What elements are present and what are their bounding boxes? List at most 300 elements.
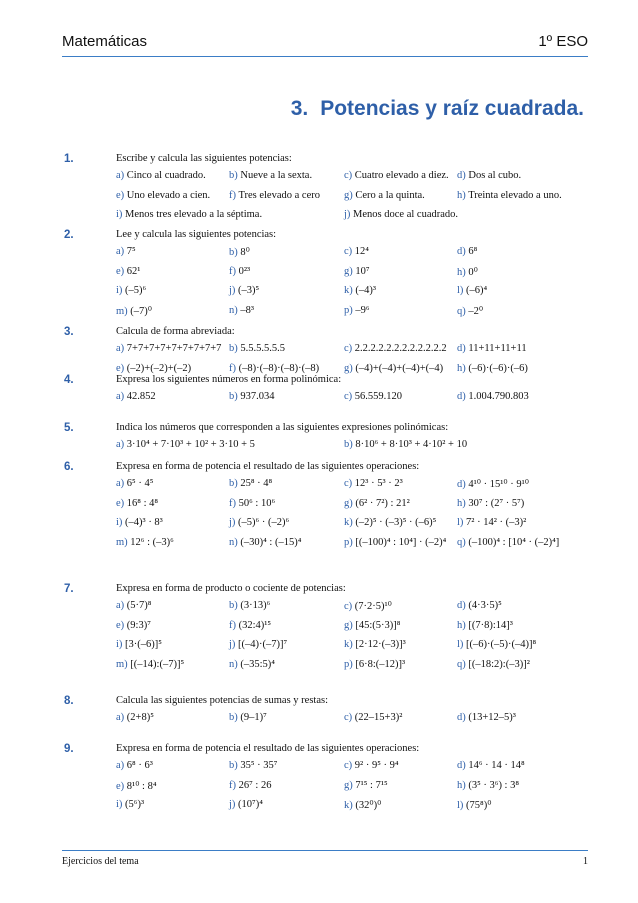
- item-letter: i): [116, 517, 123, 528]
- exercise-item: [457, 343, 527, 354]
- item-letter: h): [457, 619, 466, 631]
- exercise-item: [457, 498, 524, 509]
- item-expression: –8³: [240, 304, 255, 316]
- exercise-item: [344, 285, 376, 296]
- item-letter: f): [229, 362, 236, 374]
- exercise-row: [116, 439, 596, 455]
- item-letter: m): [116, 305, 128, 317]
- page-footer: [62, 850, 588, 867]
- title-text: Potencias y raíz cuadrada.: [320, 97, 584, 120]
- exercise-item: [116, 639, 162, 650]
- item-expression: (5·7)⁸: [126, 600, 152, 611]
- item-letter: j): [229, 517, 236, 528]
- item-letter: m): [116, 658, 128, 670]
- exercise-row: [116, 537, 596, 553]
- item-letter: i): [116, 639, 123, 650]
- item-expression: (–5)⁶: [125, 285, 147, 296]
- exercise-row: [116, 266, 596, 282]
- exercise-item: [344, 478, 403, 489]
- exercise-row: [116, 305, 596, 321]
- exercise-item: [229, 537, 301, 548]
- item-letter: f): [229, 619, 236, 631]
- exercise-number: 4.: [64, 374, 74, 386]
- item-expression: 0²³: [238, 265, 251, 277]
- item-letter: e): [116, 497, 125, 509]
- exercise-item: [344, 170, 449, 181]
- item-letter: k): [344, 800, 353, 811]
- item-letter: p): [344, 536, 353, 548]
- item-expression: Treinta elevado a uno.: [468, 189, 562, 201]
- item-letter: g): [344, 189, 353, 201]
- item-expression: 30⁷ : (2⁷ · 5⁷): [468, 497, 525, 509]
- exercise-number: 2.: [64, 229, 74, 241]
- exercise-item: [229, 517, 289, 528]
- item-letter: e): [116, 265, 125, 277]
- exercise-row: [116, 517, 596, 533]
- exercise-instruction: Lee y calcula las siguientes potencias:: [116, 229, 277, 240]
- item-expression: Cuatro elevado a diez.: [354, 170, 449, 181]
- item-expression: Nueve a la sexta.: [240, 170, 313, 181]
- item-letter: a): [116, 712, 125, 723]
- item-expression: 8¹⁰ : 8⁴: [126, 780, 157, 792]
- exercise-item: [116, 305, 152, 317]
- item-expression: 8·10⁶ + 8·10³ + 4·10² + 10: [355, 439, 468, 450]
- item-letter: e): [116, 189, 125, 201]
- exercise-item: [344, 537, 446, 548]
- item-expression: (–30)⁴ : (–15)⁴: [240, 536, 302, 548]
- exercise-item: [457, 639, 536, 650]
- item-letter: e): [116, 362, 125, 374]
- item-letter: l): [457, 800, 464, 811]
- exercise-item: [344, 266, 370, 277]
- item-letter: b): [229, 760, 238, 771]
- exercise-item: [344, 209, 458, 220]
- item-expression: 62¹: [126, 265, 141, 277]
- exercise-item: [116, 659, 184, 670]
- item-expression: 56.559.120: [354, 391, 403, 402]
- exercise-number: 5.: [64, 422, 74, 434]
- exercise-row: [116, 170, 596, 186]
- item-expression: 937.034: [240, 391, 275, 402]
- item-letter: h): [457, 189, 466, 201]
- item-letter: l): [457, 285, 464, 296]
- exercise-item: [344, 600, 392, 612]
- exercise-item: [229, 498, 275, 509]
- exercise-instruction: Expresa los siguientes números en forma polinómica:: [116, 374, 342, 385]
- item-expression: Uno elevado a cien.: [126, 189, 211, 201]
- item-letter: h): [457, 497, 466, 509]
- item-letter: b): [229, 600, 238, 611]
- exercise-instruction: Expresa en forma de potencia el resultado de las siguientes operaciones:: [116, 461, 420, 472]
- exercise-instruction: Escribe y calcula las siguientes potencias:: [116, 153, 292, 164]
- item-expression: (–4)³ · 8³: [125, 517, 163, 528]
- item-expression: 11+11+11+11: [468, 343, 527, 354]
- item-letter: g): [344, 265, 353, 277]
- exercise-item: [344, 343, 447, 354]
- item-expression: Menos tres elevado a la séptima.: [125, 209, 263, 220]
- item-expression: 7¹⁵ : 7¹⁵: [355, 779, 388, 791]
- exercise-item: [229, 266, 250, 277]
- exercise-item: [229, 639, 287, 650]
- exercise-item: [457, 305, 483, 317]
- exercise-item: [344, 659, 405, 670]
- exercise-item: [229, 712, 267, 723]
- exercise-item: [344, 780, 388, 791]
- item-letter: f): [229, 265, 236, 277]
- exercise-row: [116, 246, 596, 262]
- item-letter: c): [344, 246, 353, 257]
- exercise-item: [116, 799, 144, 810]
- item-expression: 9² · 9⁵ · 9⁴: [354, 760, 399, 771]
- item-expression: 35⁵ · 35⁷: [240, 760, 278, 771]
- exercise-row: [116, 600, 596, 616]
- exercise-item: [116, 537, 174, 548]
- item-expression: 6⁵ · 4⁵: [126, 478, 154, 489]
- exercise-item: [457, 620, 513, 631]
- exercise-item: [116, 363, 191, 374]
- exercise-item: [457, 780, 519, 791]
- exercise-item: [116, 780, 156, 792]
- exercise-item: [229, 285, 259, 296]
- item-expression: (6² · 7²) : 21²: [355, 497, 410, 509]
- item-letter: k): [344, 639, 353, 650]
- item-letter: k): [344, 517, 353, 528]
- footer-label: Ejercicios del tema: [62, 856, 139, 867]
- exercise-number: 7.: [64, 583, 74, 595]
- exercise-item: [229, 659, 275, 670]
- item-expression: (32:4)¹⁵: [238, 619, 272, 631]
- item-letter: g): [344, 779, 353, 791]
- item-expression: (4·3·5)⁵: [468, 600, 502, 611]
- item-expression: (–35:5)⁴: [240, 658, 275, 670]
- page-header: [62, 33, 588, 57]
- exercise-item: [344, 498, 410, 509]
- exercise-item: [116, 246, 136, 257]
- item-letter: f): [229, 779, 236, 791]
- item-letter: h): [457, 779, 466, 791]
- item-letter: c): [344, 343, 353, 354]
- item-expression: 5.5.5.5.5.5: [240, 343, 285, 354]
- item-letter: p): [344, 658, 353, 670]
- exercise-row: [116, 639, 596, 655]
- exercise-item: [457, 537, 559, 548]
- item-expression: (–6)⁴: [466, 285, 488, 296]
- exercise-item: [229, 478, 272, 489]
- item-letter: n): [229, 304, 238, 316]
- exercise-item: [457, 659, 530, 670]
- item-expression: 10⁷: [355, 265, 370, 277]
- item-letter: a): [116, 246, 125, 257]
- item-expression: (–2)+(–2)+(–2): [126, 362, 192, 374]
- exercise-row: [116, 760, 596, 776]
- exercise-number: 1.: [64, 153, 74, 165]
- item-expression: (3⁵ · 3⁶) : 3⁸: [468, 779, 520, 791]
- exercise-row: [116, 478, 596, 494]
- exercise-instruction: Calcula de forma abreviada:: [116, 326, 235, 337]
- item-letter: a): [116, 478, 125, 489]
- exercise-row: [116, 659, 596, 675]
- exercise-row: [116, 620, 596, 636]
- item-expression: 7+7+7+7+7+7+7+7+7: [126, 343, 222, 354]
- item-letter: c): [344, 601, 353, 612]
- exercise-row: [116, 498, 596, 514]
- item-expression: Dos al cubo.: [468, 170, 522, 181]
- exercise-item: [229, 600, 270, 611]
- item-expression: (–3)⁵: [238, 285, 260, 296]
- exercise-item: [457, 246, 477, 257]
- item-expression: –9⁶: [355, 304, 370, 316]
- header-subject: Matemáticas: [62, 33, 148, 50]
- item-letter: b): [229, 391, 238, 402]
- item-letter: l): [457, 517, 464, 528]
- exercise-item: [344, 305, 370, 316]
- exercise-item: [344, 363, 443, 374]
- item-expression: 26⁷ : 26: [238, 779, 272, 791]
- exercise-item: [457, 799, 491, 811]
- exercise-item: [116, 760, 153, 771]
- exercise-item: [229, 190, 320, 201]
- item-expression: (–7)⁰: [130, 305, 152, 317]
- item-letter: d): [457, 760, 466, 771]
- exercise-instruction: Expresa en forma de producto o cociente de potencias:: [116, 583, 346, 594]
- item-expression: –2⁰: [468, 305, 484, 317]
- item-expression: (5⁶)³: [125, 799, 145, 810]
- item-letter: f): [229, 189, 236, 201]
- item-expression: (22–15+3)²: [354, 712, 403, 723]
- item-expression: Cinco al cuadrado.: [126, 170, 206, 181]
- exercise-item: [344, 439, 467, 450]
- item-expression: [(–18:2):(–3)]²: [468, 658, 530, 670]
- exercise-item: [344, 620, 400, 631]
- exercise-item: [344, 760, 399, 771]
- item-expression: (–100)⁴ : [10⁴ · (–2)⁴]: [468, 536, 560, 548]
- exercise-item: [344, 712, 402, 723]
- item-letter: g): [344, 619, 353, 631]
- item-expression: Tres elevado a cero: [238, 189, 320, 201]
- item-letter: b): [229, 712, 238, 723]
- item-expression: Cero a la quinta.: [355, 189, 425, 201]
- item-letter: a): [116, 343, 125, 354]
- item-letter: e): [116, 619, 125, 631]
- exercise-item: [116, 620, 151, 631]
- item-expression: (13+12–5)³: [468, 712, 516, 723]
- exercise-item: [457, 712, 516, 723]
- item-letter: i): [116, 799, 123, 810]
- item-letter: q): [457, 305, 466, 317]
- exercise-item: [116, 343, 221, 354]
- exercise-item: [229, 305, 254, 316]
- item-expression: 4¹⁰ · 15¹⁰ · 9¹⁰: [468, 479, 529, 490]
- exercise-item: [116, 600, 151, 611]
- exercise-item: [116, 478, 153, 489]
- exercise-number: 6.: [64, 461, 74, 473]
- exercise-item: [116, 439, 255, 450]
- exercise-item: [229, 363, 319, 374]
- item-expression: (7·2·5)¹⁰: [354, 601, 392, 612]
- exercise-item: [116, 190, 210, 201]
- item-expression: 12⁴: [354, 246, 369, 257]
- item-letter: g): [344, 497, 353, 509]
- exercise-number: 9.: [64, 743, 74, 755]
- item-expression: [(–14):(–7)]⁵: [130, 658, 185, 670]
- exercise-instruction: Calcula las siguientes potencias de sumas y restas:: [116, 695, 328, 706]
- exercise-row: [116, 343, 596, 359]
- item-expression: [6·8:(–12)]³: [355, 658, 406, 670]
- item-expression: 8⁰: [240, 247, 250, 258]
- item-letter: c): [344, 391, 353, 402]
- item-expression: (–5)⁶ · (–2)⁶: [238, 517, 290, 528]
- exercise-item: [457, 363, 528, 374]
- item-letter: c): [344, 478, 353, 489]
- item-letter: c): [344, 712, 353, 723]
- item-expression: 25⁸ · 4⁸: [240, 478, 273, 489]
- exercise-item: [116, 209, 262, 220]
- exercise-item: [344, 517, 436, 528]
- item-expression: (–6)·(–6)·(–6): [468, 362, 528, 374]
- exercise-item: [457, 285, 487, 296]
- exercise-number: 3.: [64, 326, 74, 338]
- page-number: 1: [583, 856, 588, 867]
- exercise-item: [229, 760, 277, 771]
- item-letter: d): [457, 246, 466, 257]
- exercise-item: [344, 639, 406, 650]
- item-letter: i): [116, 209, 123, 220]
- item-expression: 2.2.2.2.2.2.2.2.2.2.2.2: [354, 343, 447, 354]
- item-letter: a): [116, 391, 125, 402]
- item-letter: j): [229, 799, 236, 810]
- exercise-item: [457, 517, 526, 528]
- item-letter: q): [457, 658, 466, 670]
- exercise-item: [344, 391, 402, 402]
- item-expression: (–2)⁵ · (–3)⁵ · (–6)⁵: [355, 517, 437, 528]
- item-expression: 16⁸ : 4⁸: [126, 497, 159, 509]
- item-expression: [(–4)·(–7)]⁷: [238, 639, 288, 650]
- item-expression: 7² · 14² · (–3)²: [466, 517, 527, 528]
- exercise-row: [116, 209, 596, 225]
- title-number: 3.: [290, 97, 309, 120]
- exercise-item: [116, 498, 158, 509]
- item-expression: 1.004.790.803: [468, 391, 529, 402]
- exercise-item: [457, 190, 562, 201]
- item-letter: b): [229, 343, 238, 354]
- item-letter: c): [344, 760, 353, 771]
- item-expression: [45:(5·3)]⁸: [355, 619, 401, 631]
- exercise-item: [457, 600, 502, 611]
- item-expression: 6⁸ · 6³: [126, 760, 153, 771]
- item-expression: (–8)·(–8)·(–8)·(–8): [238, 362, 320, 374]
- item-expression: [(–6)·(–5)·(–4)]⁸: [466, 639, 537, 650]
- item-expression: 12³ · 5³ · 2³: [354, 478, 403, 489]
- item-expression: 7⁵: [126, 246, 136, 257]
- exercise-number: 8.: [64, 695, 74, 707]
- item-letter: p): [344, 304, 353, 316]
- exercise-item: [344, 799, 381, 811]
- item-expression: (3·13)⁶: [240, 600, 271, 611]
- item-expression: 0⁰: [468, 266, 478, 278]
- item-expression: 12⁶ : (–3)⁶: [130, 536, 174, 548]
- exercise-item: [344, 190, 425, 201]
- item-letter: e): [116, 780, 125, 792]
- item-expression: (32⁰)⁰: [355, 800, 382, 811]
- item-expression: [2·12·(–3)]³: [355, 639, 406, 650]
- exercise-row: [116, 391, 596, 407]
- item-letter: a): [116, 170, 125, 181]
- item-expression: 6⁸: [468, 246, 478, 257]
- exercise-item: [229, 246, 250, 258]
- item-letter: a): [116, 600, 125, 611]
- item-letter: b): [229, 478, 238, 489]
- page-title: [291, 97, 584, 121]
- header-course: 1º ESO: [538, 33, 588, 50]
- item-expression: (–4)³: [355, 285, 377, 296]
- item-expression: 14⁶ · 14 · 14⁸: [468, 760, 525, 771]
- exercise-item: [116, 712, 154, 723]
- exercise-item: [229, 343, 285, 354]
- item-expression: Menos doce al cuadrado.: [353, 209, 459, 220]
- item-expression: (–4)+(–4)+(–4)+(–4): [355, 362, 444, 374]
- item-letter: h): [457, 362, 466, 374]
- exercise-item: [229, 170, 312, 181]
- exercise-item: [457, 266, 478, 278]
- item-expression: [(7·8):14]³: [468, 619, 513, 631]
- exercise-item: [116, 517, 163, 528]
- exercise-item: [457, 478, 529, 490]
- exercise-item: [229, 780, 271, 791]
- item-letter: b): [344, 439, 353, 450]
- exercise-item: [116, 391, 156, 402]
- item-letter: j): [229, 285, 236, 296]
- item-expression: (9:3)⁷: [126, 619, 151, 631]
- exercise-row: [116, 799, 596, 815]
- item-expression: (2+8)⁵: [126, 712, 154, 723]
- item-letter: f): [229, 497, 236, 509]
- item-letter: j): [344, 209, 351, 220]
- item-letter: g): [344, 362, 353, 374]
- item-letter: m): [116, 536, 128, 548]
- item-letter: l): [457, 639, 464, 650]
- item-expression: [(–100)⁴ : 10⁴] · (–2)⁴: [355, 536, 447, 548]
- item-expression: (10⁷)⁴: [238, 799, 263, 810]
- exercise-instruction: Indica los números que corresponden a las siguientes expresiones polinómicas:: [116, 422, 449, 433]
- item-letter: d): [457, 343, 466, 354]
- item-letter: i): [116, 285, 123, 296]
- item-letter: b): [229, 247, 238, 258]
- exercise-item: [116, 170, 206, 181]
- item-letter: q): [457, 536, 466, 548]
- item-letter: n): [229, 658, 238, 670]
- item-letter: a): [116, 760, 125, 771]
- exercise-item: [344, 246, 369, 257]
- item-letter: h): [457, 266, 466, 278]
- item-expression: (9–1)⁷: [240, 712, 267, 723]
- exercise-row: [116, 190, 596, 206]
- item-letter: c): [344, 170, 353, 181]
- item-letter: d): [457, 712, 466, 723]
- item-letter: j): [229, 639, 236, 650]
- item-letter: d): [457, 170, 466, 181]
- exercise-row: [116, 780, 596, 796]
- exercise-instruction: Expresa en forma de potencia el resultado de las siguientes operaciones:: [116, 743, 420, 754]
- item-letter: d): [457, 391, 466, 402]
- item-letter: n): [229, 536, 238, 548]
- exercise-item: [457, 170, 521, 181]
- item-letter: d): [457, 479, 466, 490]
- item-expression: [3·(–6)]⁵: [125, 639, 162, 650]
- item-letter: b): [229, 170, 238, 181]
- item-letter: d): [457, 600, 466, 611]
- exercise-row: [116, 285, 596, 301]
- item-expression: (75⁸)⁰: [466, 800, 492, 811]
